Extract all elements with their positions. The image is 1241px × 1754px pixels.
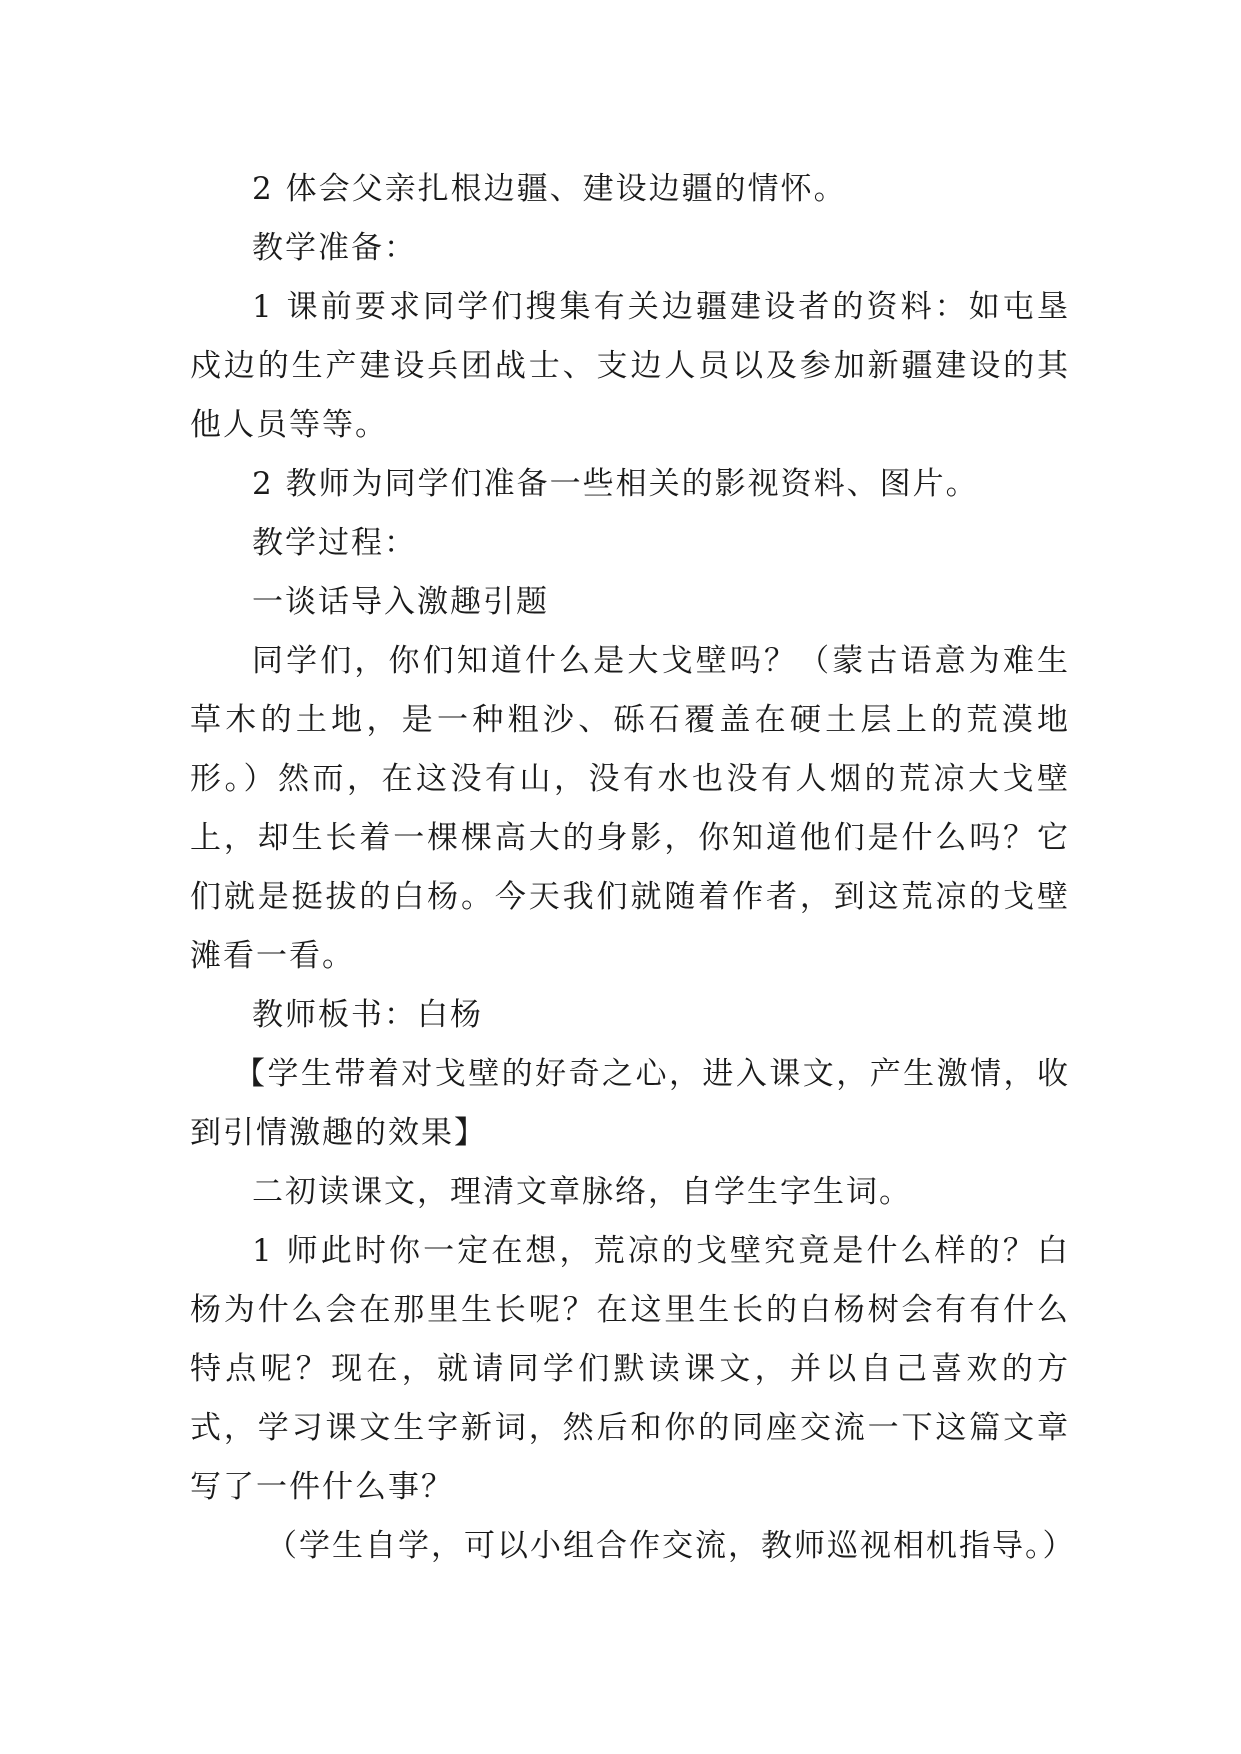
heading-teaching-preparation: 教学准备： [252, 230, 417, 266]
section-heading-2: 二初读课文，理清文章脉络，自学生字生词。 [252, 1174, 912, 1210]
document-body [190, 160, 1076, 1576]
activity-note: （学生自学，可以小组合作交流，教师巡视相机指导。） [266, 1528, 1076, 1564]
reading-instruction: 1 师此时你一定在想，荒凉的戈壁究竟是什么样的？白杨为什么会在那里生长呢？在这里生长的白杨树会有有什么特点呢？现在，就请同学们默读课文，并以自己喜欢的方式，学习课文生字新词，然后和你的同座交流一下这篇文章写了一件什么事？ [190, 1233, 1070, 1505]
goal-item-2: 2 体会父亲扎根边疆、建设边疆的情怀。 [252, 171, 847, 207]
section-heading-1: 一谈话导入激趣引题 [252, 584, 549, 620]
design-note: 【学生带着对戈壁的好奇之心，进入课文，产生激情，收到引情激趣的效果】 [190, 1056, 1070, 1151]
blackboard-note: 教师板书：白杨 [252, 997, 483, 1033]
preparation-item-1: 1 课前要求同学们搜集有关边疆建设者的资料：如屯垦戍边的生产建设兵团战士、支边人员以及参加新疆建设的其他人员等等。 [190, 289, 1070, 443]
intro-paragraph: 同学们，你们知道什么是大戈壁吗？（蒙古语意为难生草木的土地，是一种粗沙、砾石覆盖在硬土层上的荒漠地形。）然而，在这没有山，没有水也没有人烟的荒凉大戈壁上，却生长着一棵棵高大的身影，你知道他们是什么吗？它们就是挺拔的白杨。今天我们就随着作者，到这荒凉的戈壁滩看一看。 [190, 643, 1070, 974]
heading-teaching-process: 教学过程： [252, 525, 417, 561]
preparation-item-2: 2 教师为同学们准备一些相关的影视资料、图片。 [252, 466, 979, 502]
